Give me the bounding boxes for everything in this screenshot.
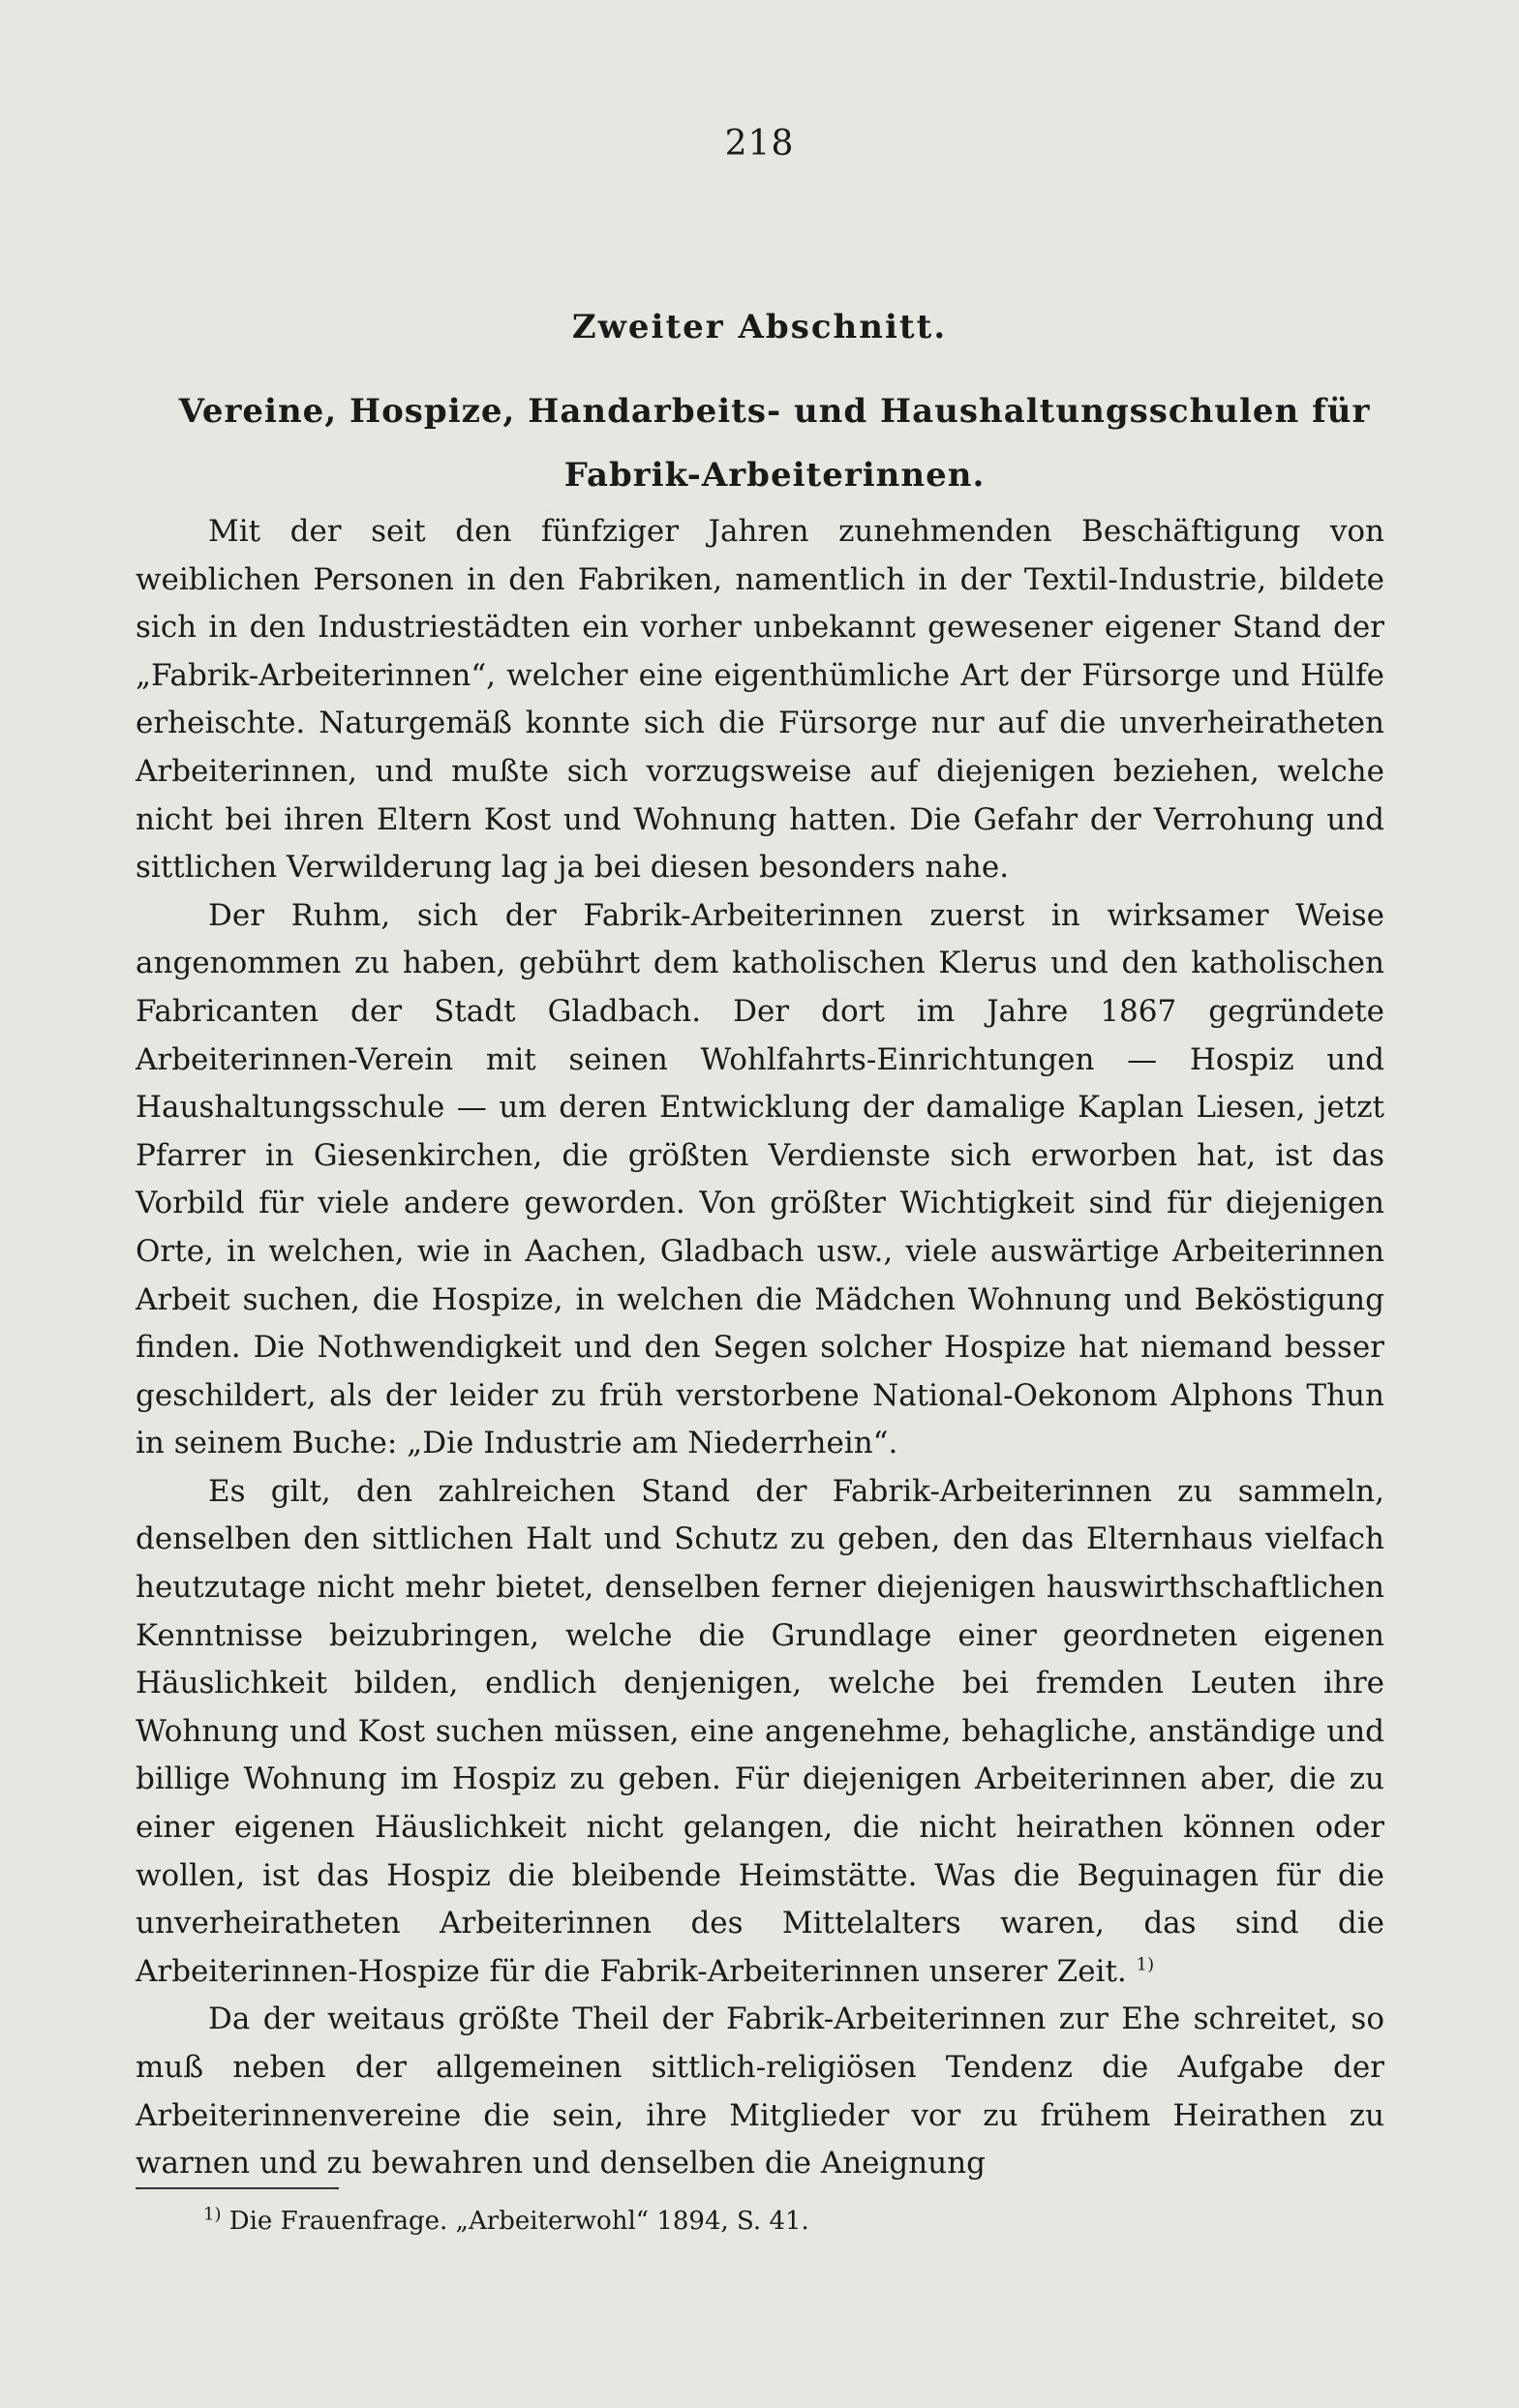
page-number: 218 xyxy=(724,124,795,164)
footnote-marker: 1) xyxy=(203,2204,222,2225)
footnote-divider xyxy=(136,2187,339,2189)
paragraph-3-text: Es gilt, den zahlreichen Stand der Fabrik-Arbeiterinnen zu sammeln, denselben den sittlichen Halt und Schutz zu geben, den das Elternhaus vielfach heutzutage nicht mehr bietet, denselben ferner diejenigen hauswirthschaftlichen Kenntnisse beizubringen, welche die Grundlage einer geordneten eigenen Häuslichkeit bilden, endlich denjenigen, welche bei fremden Leuten ihre Wohnung und Kost suchen müssen, eine angenehme, behagliche, anständige und billige Wohnung im Hospiz zu geben. Für diejenigen Arbeiterinnen aber, die zu einer eigenen Häuslichkeit nicht gelangen, die nicht heirathen können oder wollen, ist das Hospiz die bleibende Heimstätte. Was die Beguinagen für die unverheiratheten Arbeiterinnen des Mittelalters waren, das sind die Arbeiterinnen-Hospize für die Fabrik-Arbeiterinnen unserer Zeit. xyxy=(136,1473,1384,1989)
section-label: Zweiter Abschnitt. xyxy=(571,308,948,346)
body-text xyxy=(136,508,1384,2188)
footnote-reference: 1) xyxy=(1136,1954,1155,1975)
paragraph-3 xyxy=(136,1468,1384,1997)
footnote xyxy=(203,2202,1365,2241)
paragraph-4: Da der weitaus größte Theil der Fabrik-Arbeiterinnen zur Ehe schreitet, so muß neben der allgemeinen sittlich-religiösen Tendenz die Aufgabe der Arbeiterinnenvereine die sein, ihre Mitglieder vor zu frühem Heirathen zu warnen und zu bewahren und denselben die Aneignung xyxy=(136,2002,1384,2182)
footnote-text: Die Frauenfrage. „Arbeiterwohl“ 1894, S. 41. xyxy=(228,2207,809,2236)
section-title: Vereine, Hospize, Handarbeits- und Haushaltungsschulen für Fabrik-Arbeiterinnen. xyxy=(178,392,1371,495)
paragraph-2: Der Ruhm, sich der Fabrik-Arbeiterinnen zuerst in wirksamer Weise angenommen zu haben, gebührt dem katholischen Klerus und den katholischen Fabricanten der Stadt Gladbach. Der dort im Jahre 1867 gegründete Arbeiterinnen-Verein mit seinen Wohlfahrts-Einrichtungen — Hospiz und Haushaltungsschule — um deren Entwicklung der damalige Kaplan Liesen, jetzt Pfarrer in Giesenkirchen, die größten Verdienste sich erworben hat, ist das Vorbild für viele andere geworden. Von größter Wichtigkeit sind für diejenigen Orte, in welchen, wie in Aachen, Gladbach usw., viele auswärtige Arbeiterinnen Arbeit suchen, die Hospize, in welchen die Mädchen Wohnung und Beköstigung finden. Die Nothwendigkeit und den Segen solcher Hospize hat niemand besser geschildert, als der leider zu früh verstorbene National-Oekonom Alphons Thun in seinem Buche: „Die Industrie am Niederrhein“. xyxy=(136,897,1384,1461)
paragraph-1: Mit der seit den fünfziger Jahren zunehmenden Beschäftigung von weiblichen Personen in den Fabriken, namentlich in der Textil-Industrie, bildete sich in den Industriestädten ein vorher unbekannt gewesener eigener Stand der „Fabrik-Arbeiterinnen“, welcher eine eigenthümliche Art der Fürsorge und Hülfe erheischte. Naturgemäß konnte sich die Fürsorge nur auf die unverheiratheten Arbeiterinnen, und mußte sich vorzugsweise auf diejenigen beziehen, welche nicht bei ihren Eltern Kost und Wohnung hatten. Die Gefahr der Verrohung und sittlichen Verwilderung lag ja bei diesen besonders nahe. xyxy=(136,514,1384,886)
